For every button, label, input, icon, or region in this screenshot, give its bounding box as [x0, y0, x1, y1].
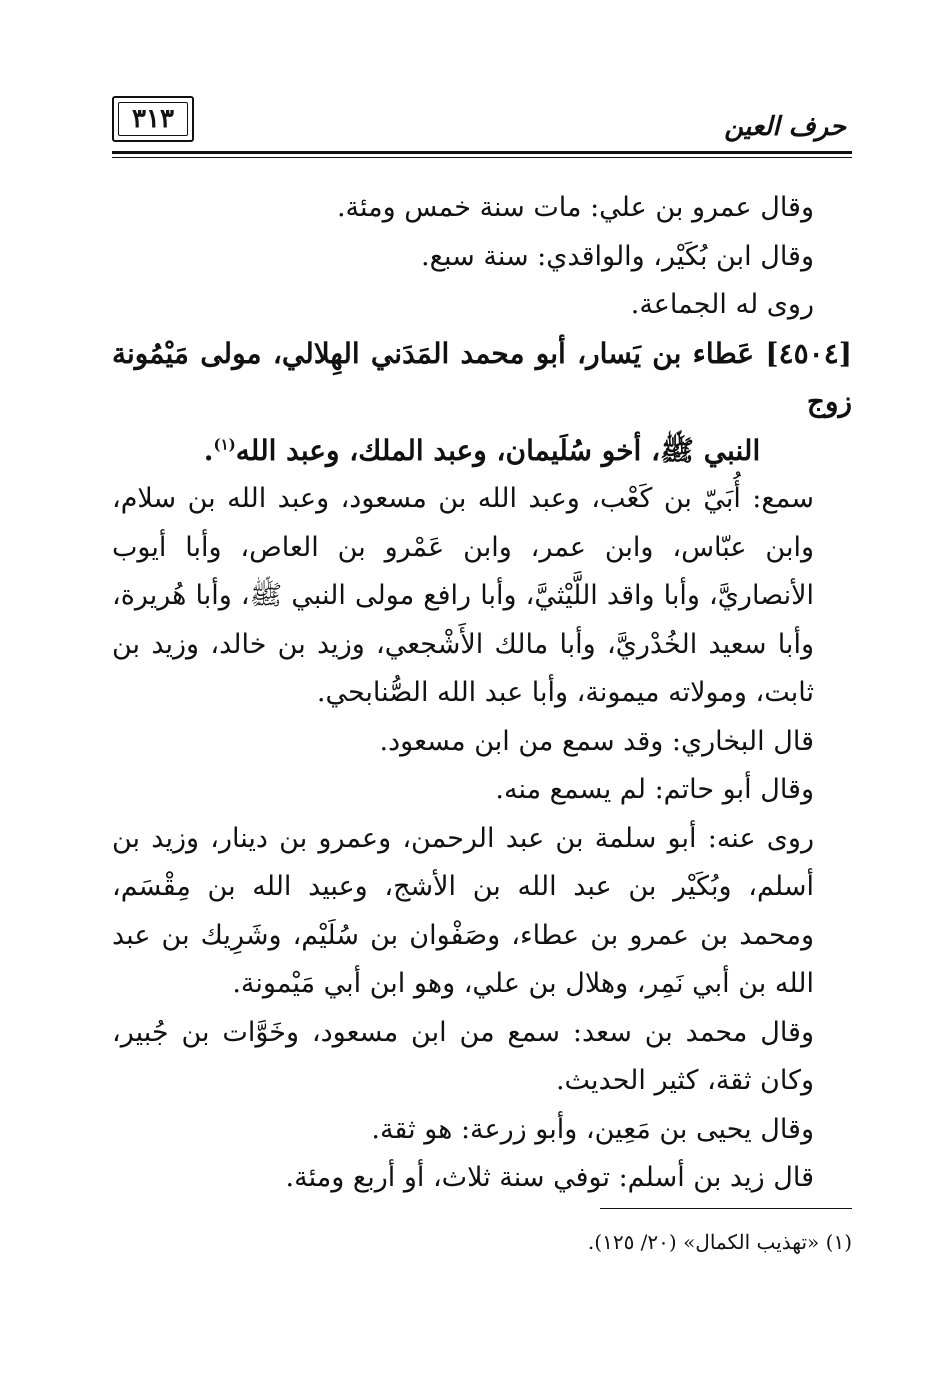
- paragraph: روى عنه: أبو سلمة بن عبد الرحمن، وعمرو بن دينار، وزيد بن أسلم، وبُكَيْر بن عبد الله بن الأشج، وعبيد الله بن مِقْسَم، ومحمد بن عمرو بن عطاء، وصَفْوان بن سُلَيْم، وشَرِيك بن عبد الله بن أبي نَمِر، وهلال بن علي، وهو ابن أبي مَيْمونة.: [112, 822, 814, 999]
- paragraph: وقال ابن بُكَيْر، والواقدي: سنة سبع.: [421, 240, 814, 272]
- footnote: (١) «تهذيب الكمال» (٢٠/ ١٢٥).: [587, 1230, 852, 1254]
- footnote-rule: [600, 1208, 852, 1209]
- footnote-mark: (١): [213, 435, 236, 454]
- entry-heading-text: النبي ﷺ، أخو سُلَيمان، وعبد الملك، وعبد الله: [235, 433, 761, 467]
- running-title: حرف العين: [724, 112, 846, 142]
- page-number-frame: [112, 96, 194, 142]
- paragraph: وقال عمرو بن علي: مات سنة خمس ومئة.: [336, 192, 814, 223]
- header-rule-thin: [112, 157, 852, 158]
- paragraph: وقال أبو حاتم: لم يسمع منه.: [495, 774, 814, 805]
- main-text: [112, 184, 852, 1203]
- paragraph: وقال محمد بن سعد: سمع من ابن مسعود، وخَوَّات بن جُبير، وكان ثقة، كثير الحديث.: [112, 1016, 814, 1096]
- paragraph: روى له الجماعة.: [630, 289, 814, 320]
- paragraph: سمع: أُبَيّ بن كَعْب، وعبد الله بن مسعود، وعبد الله بن سلام، وابن عبّاس، وابن عمر، وابن عَمْرو بن العاص، وأبا أيوب الأنصاريَّ، وأبا واقد اللَّيْثيَّ، وأبا رافع مولى النبي ﷺ، وأبا هُريرة، وأبا سعيد الخُدْريَّ، وأبا مالك الأَشْجعي، وزيد بن خالد، وزيد بن ثابت، ومولاته ميمونة، وأبا عبد الله الصُّنابحي.: [112, 483, 814, 708]
- header-rule: [112, 151, 852, 154]
- paragraph: وقال يحيى بن مَعِين، وأبو زرعة: هو ثقة.: [371, 1113, 814, 1145]
- page-number: ٣١٣: [132, 104, 174, 134]
- page-header: [112, 96, 852, 156]
- entry-heading-line-1: [٤٥٠٤] عَطاء بن يَسار، أبو محمد المَدَني الهِلالي، مولى مَيْمُونة زوج: [112, 336, 852, 418]
- entry-heading-line-2: النبي ﷺ، أخو سُلَيمان، وعبد الملك، وعبد الله$^{(١)}$.: [203, 433, 761, 467]
- paragraph: قال البخاري: وقد سمع من ابن مسعود.: [379, 725, 814, 757]
- paragraph: قال زيد بن أسلم: توفي سنة ثلاث، أو أربع ومئة.: [285, 1162, 814, 1193]
